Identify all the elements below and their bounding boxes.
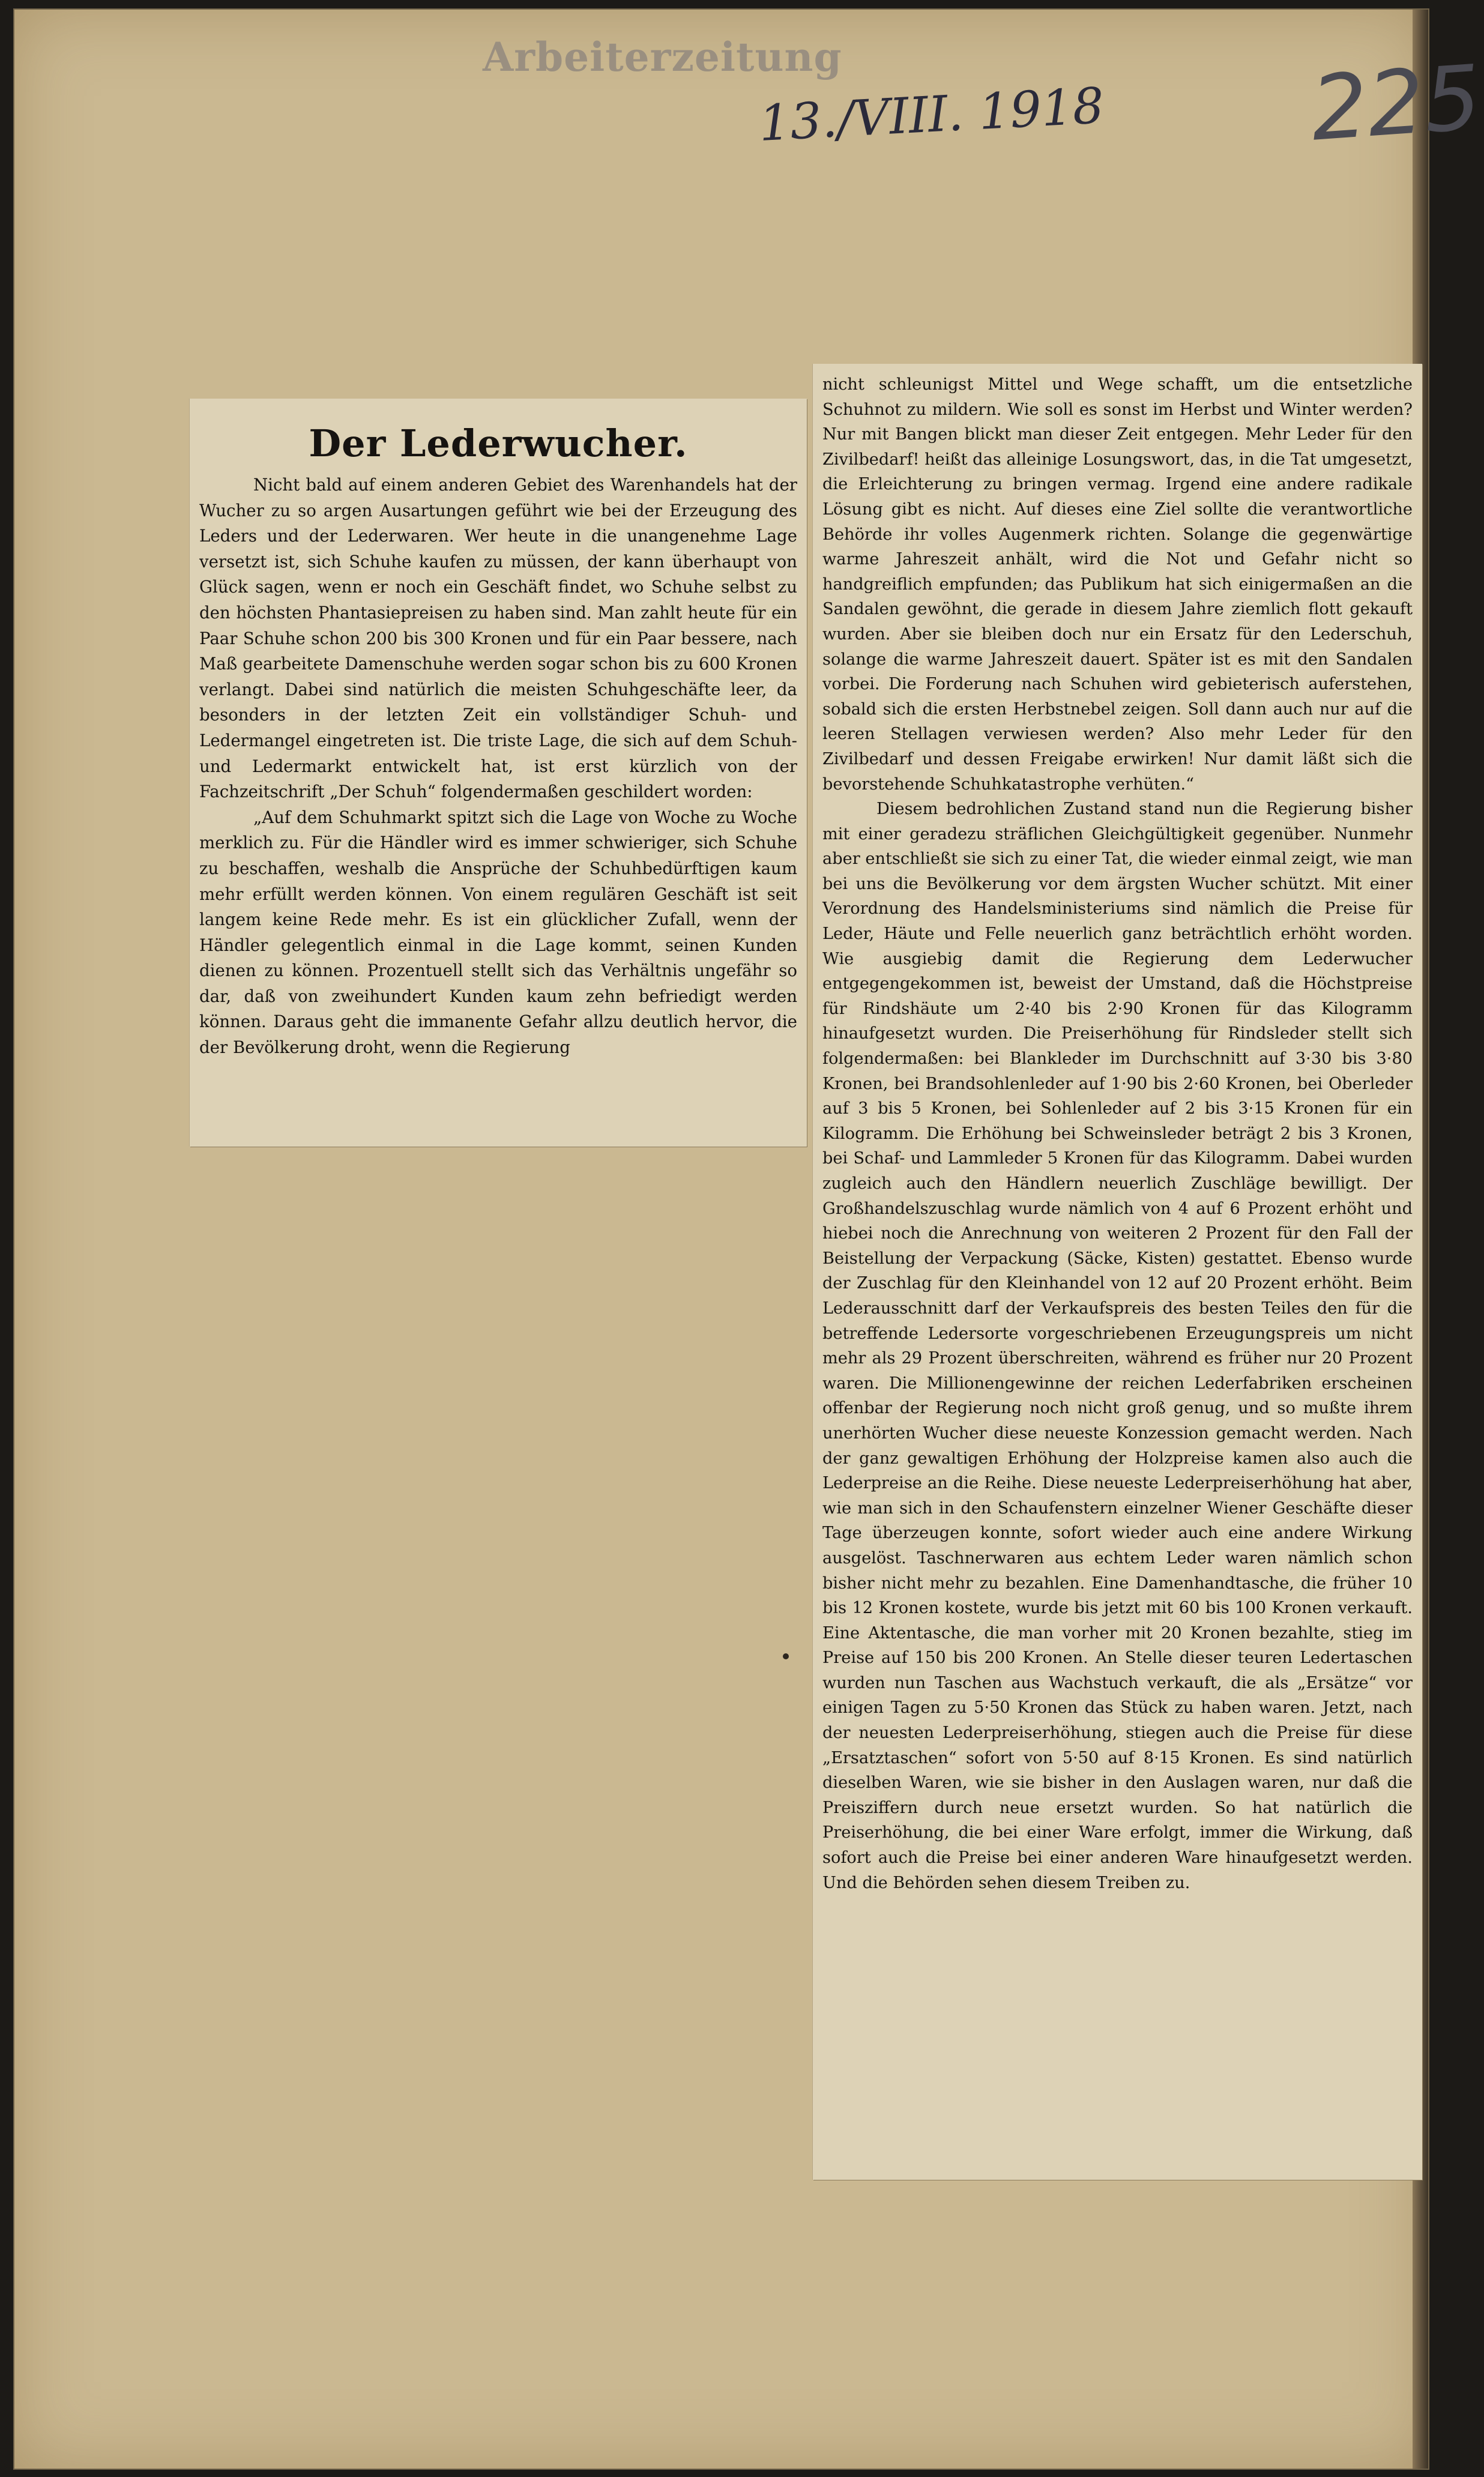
article-quote-paragraph: „Auf dem Schuhmarkt spitzt sich die Lage von Woche zu Woche merklich zu. Für die Händler wird es immer schwieriger, sich Schuhe zu beschaffen, weshalb die Ansprüche der Schuhbedürftigen kaum mehr erfüllt werden können. Von einem regulären Geschäft ist seit langem keine Rede mehr. Es ist ein glücklicher Zufall, wenn der Händler gelegentlich einmal in die Lage kommt, seinen Kunden dienen zu können. Prozentuell stellt sich das Verhältnis ungefähr so dar, daß von zweihundert Kunden kaum zehn befriedigt werden können. Daraus geht die immanente Gefahr allzu deutlich hervor, die der Bevölkerung droht, wenn die Regierung xyxy=(199,807,797,1058)
clipping-right xyxy=(813,364,1422,2180)
article-paragraph: Nicht bald auf einem anderen Gebiet des Warenhandels hat der Wucher zu so argen Ausartungen geführt wie bei der Erzeugung des Leders und der Lederwaren. Wer heute in die unangenehme Lage versetzt ist, sich Schuhe kaufen zu müssen, der kann überhaupt von Glück sagen, wenn er noch ein Geschäft findet, wo Schuhe selbst zu den höchsten Phantasiepreisen zu haben sind. Man zahlt heute für ein Paar Schuhe schon 200 bis 300 Kronen und für ein Paar bessere, nach Maß gearbeitete Damenschuhe werden sogar schon bis zu 600 Kronen verlangt. Dabei sind natürlich die meisten Schuhgeschäfte leer, da besonders in der letzten Zeit ein vollständiger Schuh- und Ledermangel eingetreten ist. Die triste Lage, die sich auf dem Schuh- und Ledermarkt entwickelt hat, ist erst kürzlich von der Fachzeitschrift „Der Schuh“ folgendermaßen geschildert worden: xyxy=(199,475,797,802)
archive-sheet xyxy=(13,8,1484,2470)
folio-number: 225 xyxy=(1308,46,1484,161)
paper-speck xyxy=(783,1653,789,1659)
article-paragraph: Diesem bedrohlichen Zustand stand nun die Regierung bisher mit einer geradezu sträflichen Gleichgültigkeit gegenüber. Nunmehr aber entschließt sie sich zu einer Tat, die wieder einmal zeigt, wie man bei uns die Bevölkerung vor dem ärgsten Wucher schützt. Mit einer Verordnung des Handelsministeriums sind nämlich die Preise für Leder, Häute und Felle neuerlich ganz beträchtlich erhöht worden. Wie ausgiebig damit die Regierung dem Lederwucher entgegengekommen ist, beweist der Umstand, daß die Höchstpreise für Rindshäute um 2·40 bis 2·90 Kronen für das Kilogramm hinaufgesetzt wurden. Die Preiserhöhung für Rindsleder stellt sich folgendermaßen: bei Blankleder im Durchschnitt auf 3·30 bis 3·80 Kronen, bei Brandsohlenleder auf 1·90 bis 2·60 Kronen, bei Oberleder auf 3 bis 5 Kronen, bei Sohlenleder auf 2 bis 3·15 Kronen für ein Kilogramm. Die Erhöhung bei Schweinsleder beträgt 2 bis 3 Kronen, bei Schaf- und Lammleder 5 Kronen für das Kilogramm. Dabei wurden zugleich auch den Händlern neuerlich Zuschläge bewilligt. Der Großhandelszuschlag wurde nämlich von 4 auf 6 Prozent erhöht und hiebei noch die Anrechnung von weiteren 2 Prozent für den Fall der Beistellung der Verpackung (Säcke, Kisten) gestattet. Ebenso wurde der Zuschlag für den Kleinhandel von 12 auf 20 Prozent erhöht. Beim Lederausschnitt darf der Verkaufspreis des besten Teiles den für die betreffende Ledersorte vorgeschriebenen Erzeugungspreis um nicht mehr als 29 Prozent überschreiten, während es früher nur 20 Prozent waren. Die Millionengewinne der reichen Lederfabriken erscheinen offenbar der Regierung noch nicht groß genug, und so mußte ihrem unerhörten Wucher diese neueste Konzession gemacht werden. Nach der ganz gewaltigen Erhöhung der Holzpreise kamen also auch die Lederpreise an die Reihe. Diese neueste Lederpreiserhöhung hat aber, wie man sich in den Schaufenstern einzelner Wiener Geschäfte dieser Tage überzeugen konnte, sofort wieder auch eine andere Wirkung ausgelöst. Taschnerwaren aus echtem Leder waren nämlich schon bisher nicht mehr zu bezahlen. Eine Damenhandtasche, die früher 10 bis 12 Kronen kostete, wurde bis jetzt mit 60 bis 100 Kronen verkauft. Eine Aktentasche, die man vorher mit 20 Kronen bezahlte, stieg im Preise auf 150 bis 200 Kronen. An Stelle dieser teuren Ledertaschen wurden nun Taschen aus Wachstuch verkauft, die als „Ersätze“ vor einigen Tagen zu 5·50 Kronen das Stück zu haben waren. Jetzt, nach der neuesten Lederpreiserhöhung, stiegen auch die Preise für diese „Ersatztaschen“ sofort von 5·50 auf 8·15 Kronen. Es sind natürlich dieselben Waren, wie sie bisher in den Auslagen waren, nur daß die Preisziffern durch neue ersetzt wurden. So hat natürlich die Preiserhöhung, die bei einer Ware erfolgt, immer die Wirkung, daß sofort auch die Preise bei einer anderen Ware hinaufgesetzt werden. Und die Behörden sehen diesem Treiben zu. xyxy=(822,800,1413,1892)
handwritten-date: 13./VIII. 1918 xyxy=(757,77,1106,152)
article-title: Der Lederwucher. xyxy=(309,421,688,465)
newspaper-stamp: Arbeiterzeitung xyxy=(483,34,842,80)
article-continuation-paragraph: nicht schleunigst Mittel und Wege schafft, um die entsetzliche Schuhnot zu mildern. Wie soll es sonst im Herbst und Winter werden? Nur mit Bangen blickt man dieser Zeit entgegen. Mehr Leder für den Zivilbedarf! heißt das alleinige Losungswort, das, in die Tat umgesetzt, die Erleichterung zu bringen vermag. Irgend eine andere radikale Lösung gibt es nicht. Auf dieses eine Ziel sollte die verantwortliche Behörde ihr volles Augenmerk richten. Solange die gegenwärtige warme Jahreszeit anhält, wird die Not und Gefahr nicht so handgreiflich empfunden; das Publikum hat sich einigermaßen an die Sandalen gewöhnt, die gerade in diesem Jahre ziemlich flott gekauft wurden. Aber sie bleiben doch nur ein Ersatz für den Lederschuh, solange die warme Jahreszeit dauert. Später ist es mit den Sandalen vorbei. Die Forderung nach Schuhen wird gebieterisch auferstehen, sobald sich die ersten Herbstnebel zeigen. Soll dann auch nur auf die leeren Stellagen verwiesen werden? Also mehr Leder für den Zivilbedarf und dessen Freigabe erwirken! Nur damit läßt sich die bevorstehende Schuhkatastrophe verhüten.“ xyxy=(822,375,1413,794)
clipping-left xyxy=(190,399,807,1147)
